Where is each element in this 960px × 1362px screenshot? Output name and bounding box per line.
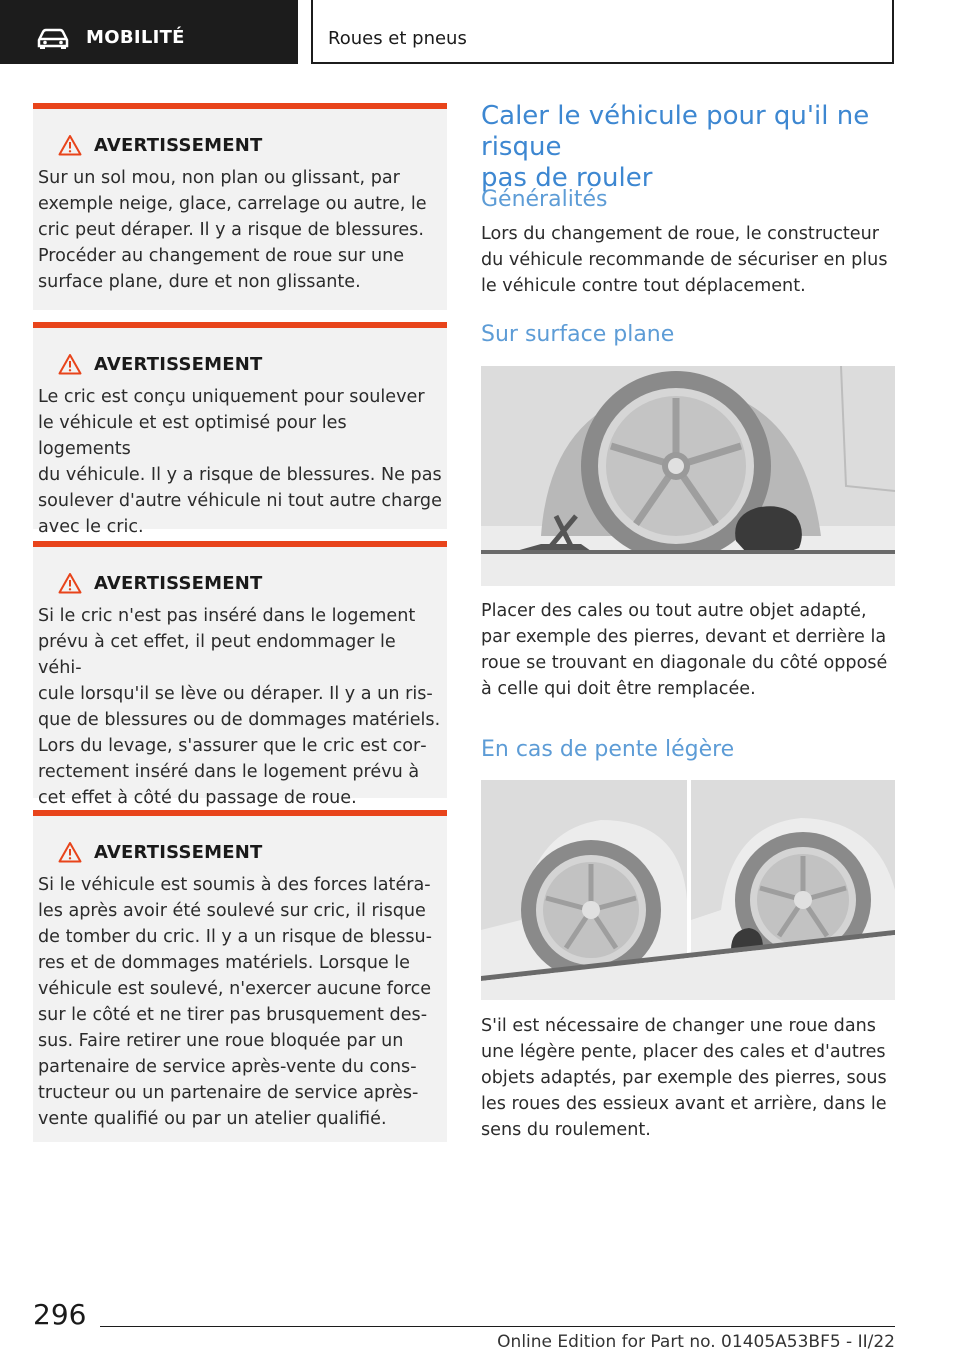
warning-title: AVERTISSEMENT — [94, 353, 263, 375]
warning-triangle-icon — [58, 572, 82, 594]
slope-text: S'il est nécessaire de changer une roue dans une légère pente, placer des cales et d'autres objets adaptés, par exemple des pierres, sous les roues des essieux avant et arrière, dans le sens du roulement. — [481, 1016, 887, 1140]
edition-label: Online Edition for Part no. 01405A53BF5 - II/22 — [497, 1332, 895, 1352]
slope-heading: En cas de pente légère — [481, 737, 735, 762]
warning-text: Si le véhicule est soumis à des forces latéra‐ les après avoir été soulevé sur cric, il risque de tomber du cric. Il y a un risque de blessu‐ res et de dommages matériels. Lorsque le véhicule est soulevé, n'exercer aucune force sur le côté et ne tirer pas brusquement des‐ sus. Faire retirer une roue bloquée par un partenaire de service après-vente du cons‐ tructeur ou un partenaire de service après- vente qualifié ou par un atelier qualifié. — [38, 875, 433, 1129]
warning-triangle-icon — [58, 134, 82, 156]
warning-title: AVERTISSEMENT — [94, 841, 263, 863]
warning-title: AVERTISSEMENT — [94, 134, 263, 156]
warning-box-2 — [33, 322, 447, 537]
warning-title: AVERTISSEMENT — [94, 572, 263, 594]
warning-triangle-icon — [58, 841, 82, 863]
section-title: Caler le véhicule pour qu'il ne risque pas de rouler — [481, 101, 870, 193]
slope-illustration — [481, 780, 895, 1000]
warning-box-1 — [33, 103, 447, 310]
chapter-label: MOBILITÉ — [86, 27, 185, 48]
generalites-heading: Généralités — [481, 187, 608, 212]
warning-text: Sur un sol mou, non plan ou glissant, par exemple neige, glace, carrelage ou autre, le cric peut déraper. Il y a risque de blessures. Procéder au changement de roue sur une surface plane, dure et non glissante. — [38, 168, 427, 292]
warning-box-4 — [33, 810, 447, 1142]
flat-surface-heading: Sur surface plane — [481, 322, 675, 347]
flat-surface-text: Placer des cales ou tout autre objet adapté, par exemple des pierres, devant et derrière la roue se trouvant en diagonale du côté opposé à celle qui doit être remplacée. — [481, 601, 888, 699]
warning-text: Si le cric n'est pas inséré dans le logement prévu à cet effet, il peut endommager le véhi‐ cule lorsqu'il se lève ou déraper. Il y a un ris‐ que de blessures ou de dommages matériels. Lors du levage, s'assurer que le cric est cor‐ rectement inséré dans le logement prévu à cet effet à côté du passage de roue. — [38, 606, 441, 808]
chapter-tab — [0, 0, 298, 64]
warning-text: Le cric est conçu uniquement pour soulever le véhicule et est optimisé pour les logements du véhicule. Il y a risque de blessures. Ne pas soulever d'autre véhicule ni tout autre charge avec le cric. — [38, 387, 442, 537]
generalites-text: Lors du changement de roue, le constructeur du véhicule recommande de sécuriser en plus le véhicule contre tout déplacement. — [481, 224, 888, 296]
flat-surface-illustration — [481, 366, 895, 586]
warning-box-3 — [33, 541, 447, 808]
page-number: 296 — [33, 1298, 87, 1331]
footer-divider — [100, 1326, 895, 1327]
section-tab — [311, 0, 894, 64]
car-icon — [36, 28, 70, 50]
section-label: Roues et pneus — [328, 28, 467, 49]
warning-triangle-icon — [58, 353, 82, 375]
